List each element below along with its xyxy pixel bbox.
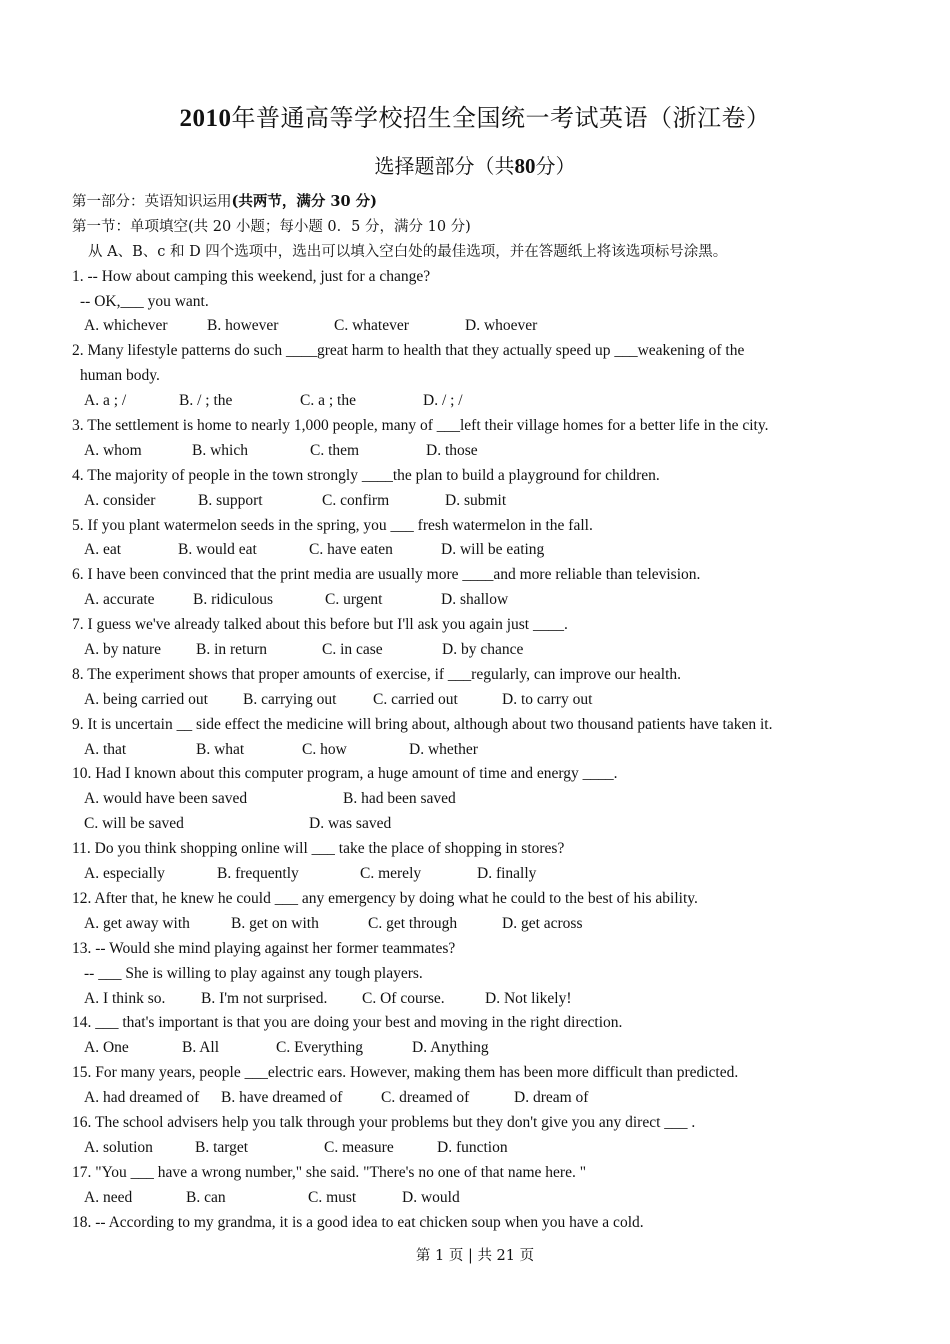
- option-d: D. those: [426, 441, 478, 459]
- question-stem: 3. The settlement is home to nearly 1,000 people, many of ___left their village homes for a better life in the city.: [72, 417, 769, 435]
- option-c: C. merely: [360, 865, 422, 883]
- question-stem: 6. I have been convinced that the print media are usually more ____and more reliable than television.: [72, 566, 701, 584]
- option-d: D. dream of: [514, 1089, 589, 1107]
- option-b: B. what: [196, 740, 245, 758]
- title-text: 年普通高等学校招生全国统一考试英语（浙江卷）: [231, 104, 771, 132]
- option-d: D. Anything: [412, 1039, 489, 1057]
- exam-body: [72, 190, 902, 1235]
- option-b: B. in return: [196, 641, 268, 659]
- answer-options: [72, 1186, 902, 1211]
- option-c: C. urgent: [325, 591, 383, 609]
- option-c: C. dreamed of: [381, 1089, 470, 1107]
- subtitle-before: 选择题部分（共: [374, 154, 515, 178]
- answer-options: [72, 538, 902, 563]
- answer-options: [72, 987, 902, 1012]
- option-c: C. confirm: [322, 491, 390, 509]
- option-d: D. to carry out: [502, 690, 593, 708]
- answer-options: [72, 812, 902, 837]
- question-stem-continued: human body.: [80, 367, 160, 385]
- option-d: D. / ; /: [423, 392, 463, 410]
- question-stem: 17. "You ___ have a wrong number," she said. "There's no one of that name here. ": [72, 1163, 587, 1181]
- option-d: D. function: [437, 1138, 508, 1156]
- subtitle-points: 80: [514, 154, 536, 178]
- option-d: D. by chance: [442, 641, 524, 659]
- question-stem: 8. The experiment shows that proper amounts of exercise, if ___regularly, can improve our health.: [72, 665, 682, 683]
- option-a: A. especially: [84, 865, 165, 883]
- section-subtitle: [0, 150, 950, 179]
- option-b: B. I'm not surprised.: [201, 989, 328, 1007]
- option-d: D. submit: [445, 491, 507, 509]
- part-heading-text: 第一部分：英语知识运用: [72, 194, 232, 210]
- option-b: B. carrying out: [243, 690, 337, 708]
- answer-options: [72, 1036, 902, 1061]
- question-stem: 15. For many years, people ___electric ears. However, making them has been more difficult than predicted.: [72, 1064, 739, 1082]
- option-a: A. would have been saved: [84, 790, 248, 808]
- section-heading: 第一节：单项填空(共 20 小题；每小题 0．5 分，满分 10 分): [72, 218, 471, 235]
- answer-options: [72, 862, 902, 887]
- option-a: A. I think so.: [84, 989, 166, 1007]
- option-a: A. solution: [84, 1138, 153, 1156]
- question-stem: 10. Had I known about this computer program, a huge amount of time and energy ____.: [72, 765, 618, 783]
- option-a: A. had dreamed of: [84, 1089, 200, 1107]
- option-d: D. would: [402, 1188, 460, 1206]
- option-b: B. get on with: [231, 914, 319, 932]
- option-b: B. ridiculous: [193, 591, 274, 609]
- option-c: C. have eaten: [309, 541, 393, 559]
- option-a: A. need: [84, 1188, 133, 1206]
- option-b: B. have dreamed of: [221, 1089, 343, 1107]
- question-stem-continued: -- OK,___ you want.: [80, 292, 209, 310]
- option-a: A. consider: [84, 491, 156, 509]
- question-stem: 9. It is uncertain __ side effect the medicine will bring about, although about two thousand patients have taken it.: [72, 715, 773, 733]
- option-a: A. get away with: [84, 914, 190, 932]
- option-a: A. One: [84, 1039, 129, 1057]
- option-b: B. can: [186, 1188, 226, 1206]
- part-heading-bold: (共两节，满分 30 分): [231, 193, 377, 210]
- option-b: B. would eat: [178, 541, 257, 559]
- question-stem: 16. The school advisers help you talk through your problems but they don't give you any direct ___ .: [72, 1113, 696, 1131]
- question-stem: 12. After that, he knew he could ___ any emergency by doing what he could to the best of his ability.: [72, 889, 698, 907]
- answer-options: [72, 439, 902, 464]
- subtitle-after: 分）: [535, 154, 576, 178]
- option-c: C. must: [308, 1188, 357, 1206]
- option-d: D. whoever: [465, 317, 538, 335]
- question-stem: 1. -- How about camping this weekend, just for a change?: [72, 267, 431, 285]
- option-c: C. in case: [322, 641, 383, 659]
- question-stem-continued: -- ___ She is willing to play against any tough players.: [84, 964, 423, 982]
- option-a: A. eat: [84, 541, 122, 559]
- option-c: C. whatever: [334, 317, 409, 335]
- option-a: A. whichever: [84, 317, 168, 335]
- option-c: C. Of course.: [362, 989, 445, 1007]
- option-c: C. get through: [368, 914, 458, 932]
- option-d: D. finally: [477, 865, 537, 883]
- part-heading: [72, 190, 902, 215]
- option-a: A. whom: [84, 441, 142, 459]
- option-c: C. a ; the: [300, 392, 356, 410]
- answer-options: [72, 389, 902, 414]
- option-a: A. being carried out: [84, 690, 208, 708]
- option-b: B. support: [198, 491, 263, 509]
- option-a: A. by nature: [84, 641, 162, 659]
- answer-options: [72, 1086, 902, 1111]
- option-b: B. had been saved: [343, 790, 456, 808]
- question-stem: 7. I guess we've already talked about this before but I'll ask you again just ____.: [72, 616, 568, 634]
- question-stem: 4. The majority of people in the town strongly ____the plan to build a playground for children.: [72, 466, 660, 484]
- question-stem: 5. If you plant watermelon seeds in the spring, you ___ fresh watermelon in the fall.: [72, 516, 593, 534]
- option-c: C. Everything: [276, 1039, 363, 1057]
- question-stem: 14. ___ that's important is that you are doing your best and moving in the right direction.: [72, 1014, 623, 1032]
- instructions: 从 A、B、c 和 D 四个选项中，选出可以填入空白处的最佳选项，并在答题纸上将该选项标号涂黑。: [88, 243, 728, 260]
- answer-options: [72, 588, 902, 613]
- question-stem: 2. Many lifestyle patterns do such ____great harm to health that they actually speed up ___weakening of the: [72, 342, 745, 360]
- option-d: D. get across: [502, 914, 583, 932]
- option-a: A. a ; /: [84, 392, 127, 410]
- question-stem: 13. -- Would she mind playing against her former teammates?: [72, 939, 456, 957]
- option-a: A. accurate: [84, 591, 155, 609]
- option-a: A. that: [84, 740, 127, 758]
- option-c: C. carried out: [373, 690, 458, 708]
- answer-options: [72, 489, 902, 514]
- answer-options: [72, 738, 902, 763]
- option-c: C. them: [310, 441, 360, 459]
- answer-options: [72, 912, 902, 937]
- page-footer: 第 1 页 | 共 21 页: [415, 1248, 535, 1264]
- option-b: B. frequently: [217, 865, 299, 883]
- answer-options: [72, 314, 902, 339]
- answer-options: [72, 688, 902, 713]
- question-stem: 18. -- According to my grandma, it is a good idea to eat chicken soup when you have a cold.: [72, 1213, 644, 1231]
- title-year: 2010: [179, 105, 232, 132]
- option-c: C. measure: [324, 1138, 394, 1156]
- answer-options: [72, 787, 902, 812]
- answer-options: [72, 1136, 902, 1161]
- option-d: D. shallow: [441, 591, 509, 609]
- option-c: C. will be saved: [84, 815, 184, 833]
- page-title: [0, 98, 950, 133]
- option-d: D. Not likely!: [485, 989, 572, 1007]
- option-d: D. will be eating: [441, 541, 545, 559]
- option-b: B. target: [195, 1138, 249, 1156]
- option-d: D. whether: [409, 740, 478, 758]
- option-d: D. was saved: [309, 815, 392, 833]
- option-b: B. / ; the: [179, 392, 233, 410]
- option-b: B. which: [192, 441, 248, 459]
- answer-options: [72, 638, 902, 663]
- option-c: C. how: [302, 740, 347, 758]
- option-b: B. however: [207, 317, 279, 335]
- question-stem: 11. Do you think shopping online will ___ take the place of shopping in stores?: [72, 840, 565, 858]
- option-b: B. All: [182, 1039, 220, 1057]
